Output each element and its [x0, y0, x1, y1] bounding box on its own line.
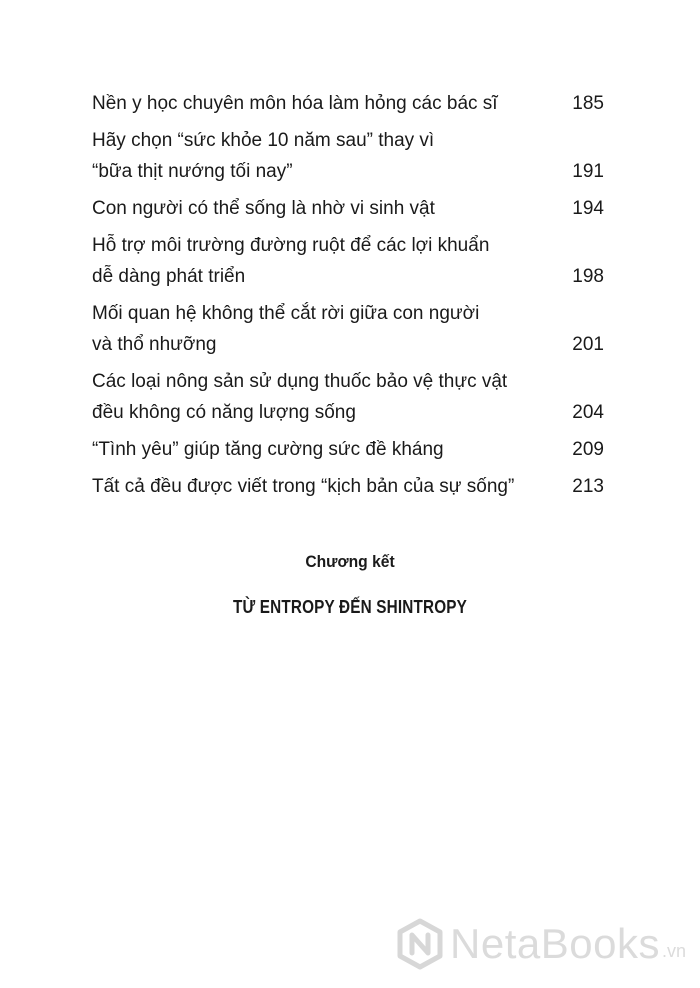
toc-entry-page: 209: [572, 439, 604, 460]
toc-entry-title: [92, 471, 572, 502]
toc-entry-page: 204: [572, 402, 604, 423]
toc-entry-page: 185: [572, 93, 604, 114]
watermark-suffix: .vn: [661, 941, 686, 961]
toc-entry-page: 191: [572, 161, 604, 182]
toc-entry: [92, 471, 604, 502]
watermark: [394, 918, 686, 970]
toc-entry: [92, 230, 604, 292]
toc-entry: [92, 366, 604, 428]
toc-entry: [92, 125, 604, 187]
toc-entry-title-line: Con người có thể sống là nhờ vi sinh vật: [92, 198, 435, 219]
toc-entry-title: [92, 88, 572, 119]
chapter-title: TỪ ENTROPY ĐẾN SHINTROPY: [232, 597, 468, 617]
toc-entry: [92, 88, 604, 119]
toc-entry-title-line: Hãy chọn “sức khỏe 10 năm sau” thay vì: [92, 130, 435, 151]
toc-entry-title-line: Mối quan hệ không thể cắt rời giữa con người: [92, 303, 480, 324]
toc-entry: [92, 193, 604, 224]
toc-entry-title: [92, 193, 572, 224]
toc-entry-title-line: dễ dàng phát triển: [92, 266, 246, 287]
toc-entry-title: [92, 298, 572, 360]
toc-entry-title-line: “Tình yêu” giúp tăng cường sức đề kháng: [92, 439, 444, 460]
toc-entry-title: [92, 366, 572, 428]
toc-entry-title-line: Nền y học chuyên môn hóa làm hỏng các bác sĩ: [92, 93, 498, 114]
toc-entry-title-line: đều không có năng lượng sống: [92, 402, 356, 423]
toc-entry-page: 213: [572, 476, 604, 497]
toc-entry: [92, 434, 604, 465]
netabooks-logo-icon: [394, 918, 446, 970]
toc-entry-title-line: Tất cả đều được viết trong “kịch bản của sự sống”: [92, 476, 515, 497]
toc-entry-title-line: “bữa thịt nướng tối nay”: [92, 161, 293, 182]
toc-entry-page: 201: [572, 334, 604, 355]
toc-entry-title: [92, 125, 572, 187]
toc-entry-title: [92, 230, 572, 292]
toc-entry: [92, 298, 604, 360]
toc-entry-title-line: và thổ nhưỡng: [92, 334, 217, 355]
table-of-contents: [92, 88, 604, 508]
toc-entry-title-line: Hỗ trợ môi trường đường ruột để các lợi khuẩn: [92, 235, 490, 256]
watermark-text: NetaBooks: [450, 920, 660, 967]
toc-entry-title-line: Các loại nông sản sử dụng thuốc bảo vệ thực vật: [92, 371, 508, 392]
toc-entry-title: [92, 434, 572, 465]
toc-entry-page: 198: [572, 266, 604, 287]
chapter-label: Chương kết: [305, 552, 395, 571]
toc-entry-page: 194: [572, 198, 604, 219]
